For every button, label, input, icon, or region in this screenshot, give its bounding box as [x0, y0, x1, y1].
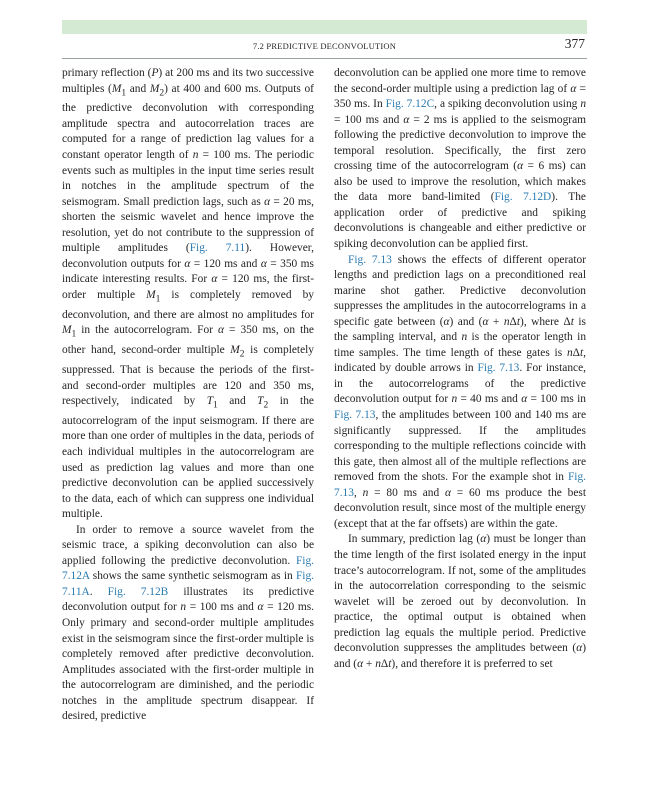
paragraph: In order to remove a source wavelet from the seismic trace, a spiking deconvolution can also be applied following the predictive deconvolution. Fig. 7.12A shows the same synthetic seismogram as in Fig. 7.11A. Fig. 7.12B illustrates its predictive deconvolution output for n = 100 ms and α = 120 ms. Only primary and second-order multiple amplitudes exist in the seismogram since the first-order multiple is completely removed after predictive deconvolution. Amplitudes associated with the first-order multiple in the autocorrelogram are diminished, and the periodic notches in the amplitude spectrum disappear. If desired, predictive: [62, 523, 315, 723]
figure-link[interactable]: Fig. 7.13: [348, 253, 392, 266]
figure-link[interactable]: Fig. 7.13: [334, 409, 376, 422]
figure-link[interactable]: Fig. 7.12C: [385, 98, 435, 111]
figure-link[interactable]: Fig. 7.12B: [107, 585, 169, 598]
left-column: [62, 66, 314, 725]
page-number: 377: [564, 36, 585, 51]
section-title: 7.2 PREDICTIVE DECONVOLUTION: [252, 41, 397, 51]
figure-link[interactable]: Fig. 7.12A: [62, 554, 314, 583]
running-head: [62, 36, 587, 59]
figure-link[interactable]: Fig. 7.13: [334, 471, 586, 499]
paragraph: In summary, prediction lag (α) must be longer than the time length of the first isolated energy in the input trace’s autocorrelogram. If not, some of the amplitudes in the autocorrelation corresponding to the seismic wavelet will be zeroed out by deconvolution. In practice, the optimal output is obtained when prediction lag equals the multiple period. Predictive deconvolution suppresses the amplitudes between (α) and (α + nΔt), and therefore it is preferred to set: [334, 533, 586, 670]
paragraph: Fig. 7.13 shows the effects of different operator lengths and prediction lags on a preconditioned real marine shot gather. Predictive deconvolution suppresses the amplitudes in the autocorrelograms in a specific gate between (α) and (α + nΔt), where Δt is the sampling interval, and n is the operator length in time samples. The time length of these gates is nΔt, indicated by double arrows in Fig. 7.13. For instance, in the autocorrelograms of the predictive deconvolution output for n = 40 ms and α = 100 ms in Fig. 7.13, the amplitudes between 100 and 140 ms are significantly suppressed. If the amplitudes corresponding to the multiple reflections coincide with this gate, then almost all of the multiple reflections are removed from the shots. For the example shot in Fig. 7.13, n = 80 ms and α = 60 ms produce the best deconvolution result, since most of the multiple energy (except that at the far offsets) are within the gate.: [334, 253, 587, 530]
figure-link[interactable]: Fig. 7.13: [477, 362, 520, 375]
header-band: [62, 20, 587, 34]
paragraph: primary reflection (P) at 200 ms and its two successive multiples ($M_1$ and $M_2$) at 400 and 600 ms. Outputs of the predictive deconvolution with corresponding amplitude spectra and autocorrelation traces are computed for a range of prediction lag values for a constant operator length of n = 100 ms. The periodic events such as multiples in the input time series result in notches in the amplitude spectrum of the seismogram. Small prediction lags, such as α = 20 ms, shorten the seismic wavelet and hence improve the resolution, yet do not contribute to the suppression of multiple amplitudes (Fig. 7.11). However, deconvolution outputs for α = 120 ms and α = 350 ms indicate interesting results. For α = 120 ms, the first-order multiple $M_1$ is completely removed by deconvolution, and there are almost no amplitudes for $M_1$ in the autocorrelogram. For α = 350 ms, on the other hand, second-order multiple $M_2$ is completely suppressed. That is because the periods of the first- and second-order multiples are 120 and 350 ms, respectively, indicated by $T_1$ and $T_2$ in the autocorrelogram of the input seismogram. If there are more than one order of multiples in the data, periods of each individual multiples in the autocorrelogram are used as prediction lag values and more than one predictive deconvolution can be applied successively to the data, each of which can suppress one individual multiple.: [62, 67, 314, 521]
figure-link[interactable]: Fig. 7.12D: [494, 191, 552, 204]
right-column: [334, 66, 586, 672]
paragraph: deconvolution can be applied one more time to remove the second-order multiple using a prediction lag of α = 350 ms. In Fig. 7.12C, a spiking deconvolution using n = 100 ms and α = 2 ms is applied to the seismogram following the predictive deconvolution to improve the temporal resolution. Specifically, the first zero crossing time of the autocorrelogram (α = 6 ms) can also be used to improve the resolution, which makes the data more band-limited (Fig. 7.12D). The application order of predictive and spiking deconvolutions is changeable and either predictive or spiking deconvolution can be applied first.: [334, 67, 587, 251]
figure-link[interactable]: Fig. 7.11: [189, 242, 246, 255]
figure-link[interactable]: Fig. 7.11A: [62, 570, 314, 598]
